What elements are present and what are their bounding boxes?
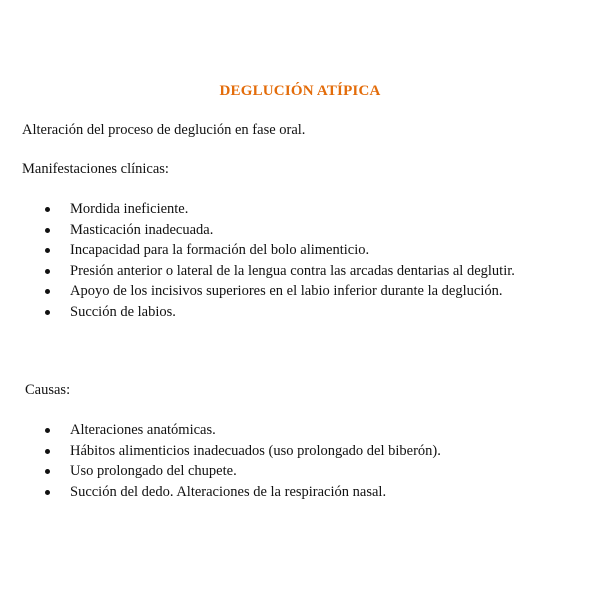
list-item bbox=[0, 220, 600, 241]
list-item bbox=[0, 482, 600, 503]
manifestations-heading: Manifestaciones clínicas: bbox=[22, 161, 169, 177]
bullet-icon bbox=[45, 269, 50, 274]
document-title: DEGLUCIÓN ATÍPICA bbox=[219, 83, 381, 99]
list-item-text: Incapacidad para la formación del bolo alimenticio. bbox=[70, 242, 370, 258]
list-item-text: Alteraciones anatómicas. bbox=[70, 422, 216, 438]
list-item-text: Succión de labios. bbox=[70, 303, 176, 320]
list-item-text: Hábitos alimenticios inadecuados (uso prolongado del biberón). bbox=[70, 442, 441, 459]
bullet-icon bbox=[45, 490, 50, 495]
bullet-icon bbox=[45, 228, 50, 233]
causes-heading: Causas: bbox=[25, 382, 71, 398]
manifestations-list bbox=[0, 199, 600, 322]
list-item bbox=[0, 302, 600, 323]
list-item bbox=[0, 441, 600, 462]
bullet-icon bbox=[45, 310, 50, 315]
bullet-icon bbox=[45, 207, 50, 212]
list-item bbox=[0, 199, 600, 220]
bullet-icon bbox=[45, 248, 50, 253]
list-item-text: Masticación inadecuada. bbox=[70, 221, 214, 238]
list-item bbox=[0, 261, 600, 282]
list-item-text: Mordida ineficiente. bbox=[70, 201, 189, 217]
bullet-icon bbox=[45, 449, 50, 454]
bullet-icon bbox=[45, 469, 50, 474]
bullet-icon bbox=[45, 428, 50, 433]
list-item bbox=[0, 281, 600, 302]
list-item-text: Presión anterior o lateral de la lengua contra las arcadas dentarias al deglutir. bbox=[70, 262, 515, 279]
list-item-text: Uso prolongado del chupete. bbox=[70, 463, 237, 479]
intro-paragraph: Alteración del proceso de deglución en fase oral. bbox=[22, 122, 306, 138]
bullet-icon bbox=[45, 289, 50, 294]
list-item-text: Apoyo de los incisivos superiores en el labio inferior durante la deglución. bbox=[70, 283, 503, 299]
causes-list bbox=[0, 420, 600, 502]
list-item-text: Succión del dedo. Alteraciones de la respiración nasal. bbox=[70, 483, 387, 500]
list-item bbox=[0, 461, 600, 482]
list-item bbox=[0, 240, 600, 261]
list-item bbox=[0, 420, 600, 441]
